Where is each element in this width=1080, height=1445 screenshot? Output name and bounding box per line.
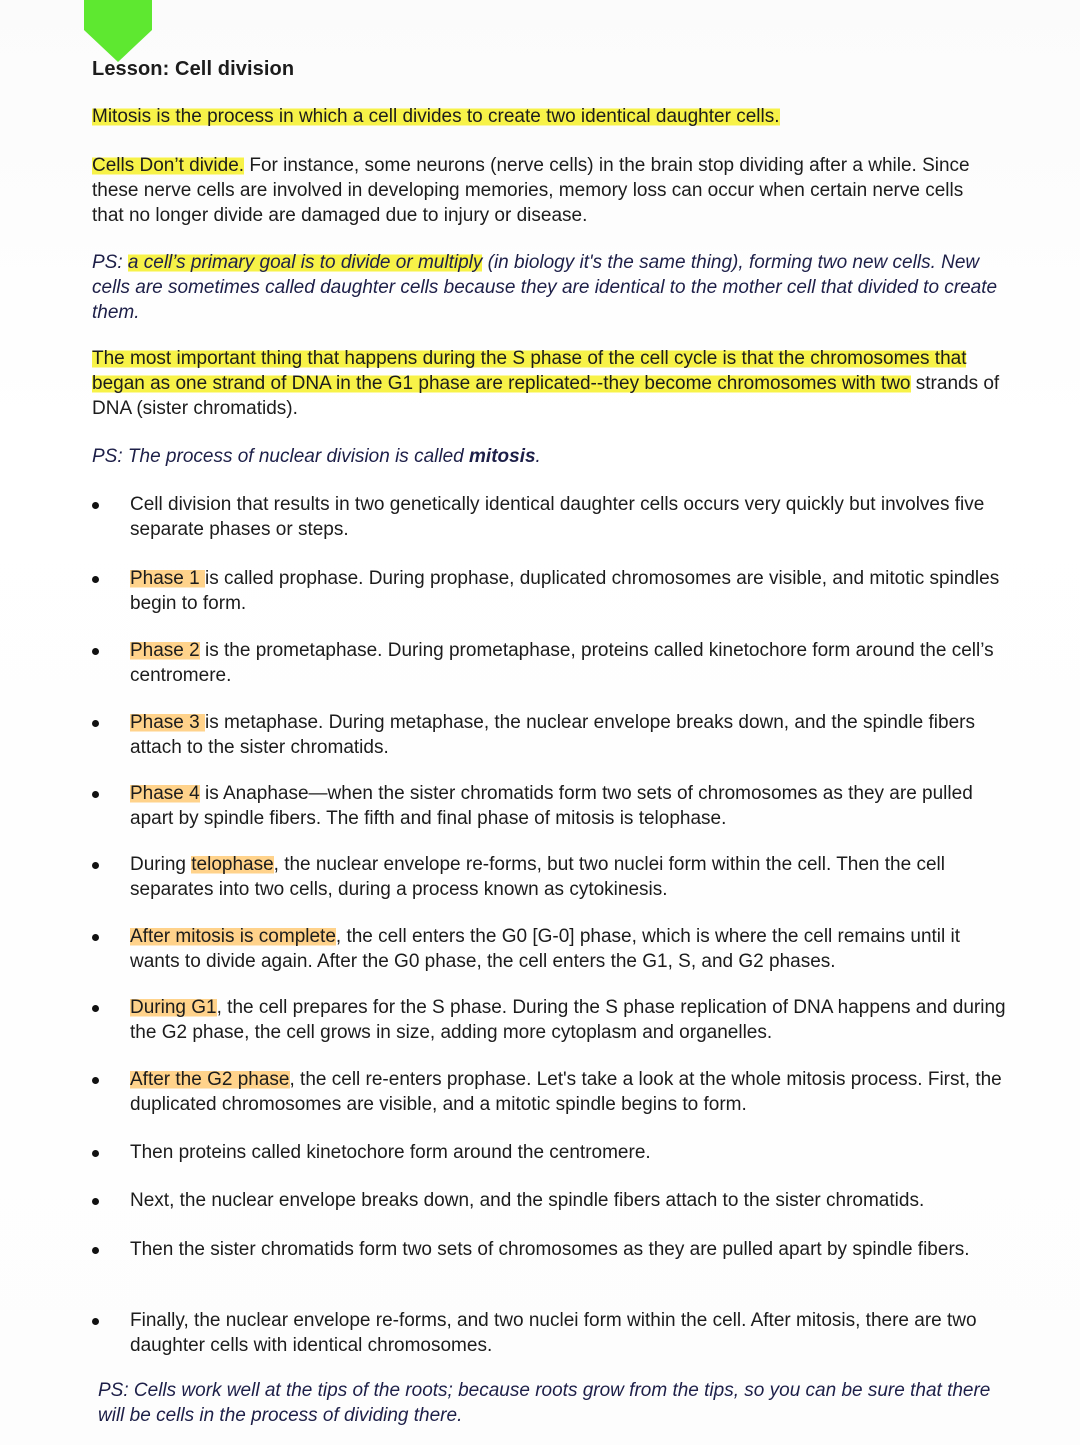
list-item-text — [130, 852, 1010, 902]
ps-primary-goal-highlight: a cell’s primary goal is to divide or multiply — [127, 252, 483, 273]
s-phase-rest: strands of DNA (sister chromatids). — [92, 373, 1000, 419]
list-item-text — [130, 492, 1010, 542]
list-item-lead: Phase 3 — [130, 712, 205, 733]
ps-nuclear-division — [92, 444, 992, 469]
list-item-body: , the cell prepares for the S phase. During the S phase replication of DNA happens and during the G2 phase, the cell grows in size, adding more cytoplasm and organelles. — [130, 997, 1006, 1043]
ps-prefix: PS: — [92, 252, 128, 273]
list-item-body: is metaphase. During metaphase, the nuclear envelope breaks down, and the spindle fibers attach to the sister chromatids. — [130, 712, 975, 758]
list-item-body: Finally, the nuclear envelope re-forms, and two nuclei form within the cell. After mitosis, there are two daughter cells with identical chromosomes. — [130, 1310, 977, 1356]
bullet-icon — [92, 720, 99, 727]
cells-dont-divide-rest: For instance, some neurons (nerve cells) in the brain stop dividing after a while. Since these nerve cells are involved in developing memories, memory loss can occur when certain nerve cells that no longer divide are damaged due to injury or disease. — [92, 155, 970, 226]
bullet-icon — [92, 1318, 99, 1325]
bullet-icon — [92, 576, 99, 583]
bullet-icon — [92, 934, 99, 941]
list-item-text — [130, 924, 1010, 974]
list-item-body: Cell division that results in two genetically identical daughter cells occurs very quickly but involves five separate phases or steps. — [130, 494, 985, 540]
list-item-body: Then the sister chromatids form two sets of chromosomes as they are pulled apart by spindle fibers. — [130, 1239, 970, 1260]
list-item-text — [130, 1140, 1010, 1165]
bullet-icon — [92, 791, 99, 798]
ps-mitosis-term: mitosis — [469, 446, 536, 467]
list-item-text — [130, 995, 1010, 1045]
list-item-text — [130, 1067, 1010, 1117]
list-item-text — [130, 638, 1010, 688]
list-item-text — [130, 1308, 1010, 1358]
cells-dont-divide-lead: Cells Don’t divide. — [92, 155, 245, 176]
s-phase-paragraph — [92, 346, 1017, 421]
bookmark-icon — [84, 0, 152, 62]
list-item-body: is called prophase. During prophase, duplicated chromosomes are visible, and mitotic spindles begin to form. — [130, 568, 1000, 614]
list-item-lead: After mitosis is complete — [130, 926, 336, 947]
list-item-body: , the cell enters the G0 [G-0] phase, which is where the cell remains until it wants to divide again. After the G0 phase, the cell enters the G1, S, and G2 phases. — [130, 926, 961, 972]
bullet-icon — [92, 1247, 99, 1254]
list-item-body: is the prometaphase. During prometaphase, proteins called kinetochore form around the cell’s centromere. — [130, 640, 994, 686]
list-item-body: is Anaphase—when the sister chromatids form two sets of chromosomes as they are pulled apart by spindle fibers. The fifth and final phase of mitosis is telophase. — [130, 783, 973, 829]
list-item-text — [130, 566, 1010, 616]
list-item-text — [130, 1188, 1010, 1213]
bullet-icon — [92, 648, 99, 655]
mitosis-definition-text: Mitosis is the process in which a cell divides to create two identical daughter cells. — [92, 106, 780, 127]
list-item-body: , the cell re-enters prophase. Let's take a look at the whole mitosis process. First, the duplicated chromosomes are visible, and a mitotic spindle begins to form. — [130, 1069, 1002, 1115]
ps-root-tips-text: PS: Cells work well at the tips of the roots; because roots grow from the tips, so you can be sure that there will be cells in the process of dividing there. — [98, 1380, 991, 1426]
bullet-icon — [92, 502, 99, 509]
list-item-body: Next, the nuclear envelope breaks down, and the spindle fibers attach to the sister chromatids. — [130, 1190, 925, 1211]
list-item-text — [130, 781, 1010, 831]
ps-nuclear-division-end: . — [535, 446, 541, 467]
list-item-lead: Phase 2 — [130, 640, 200, 661]
bullet-icon — [92, 862, 99, 869]
list-item-text — [130, 1237, 1010, 1262]
lesson-title: Lesson: Cell division — [92, 58, 295, 80]
cells-dont-divide-paragraph — [92, 153, 992, 228]
list-item-pre: During — [130, 854, 192, 875]
bullet-icon — [92, 1077, 99, 1084]
bullet-icon — [92, 1005, 99, 1012]
list-item-lead: After the G2 phase — [130, 1069, 290, 1090]
ps-primary-goal-rest: (in biology it's the same thing), forming two new cells. New cells are sometimes called daughter cells because they are identical to the mother cell that divided to create them. — [92, 252, 998, 323]
ps-primary-goal — [92, 250, 1017, 325]
list-item-lead: Phase 4 — [130, 783, 200, 804]
bullet-icon — [92, 1150, 99, 1157]
mitosis-definition — [92, 104, 992, 129]
list-item-lead: During G1 — [130, 997, 217, 1018]
ps-root-tips — [98, 1378, 1008, 1428]
bullet-icon — [92, 1198, 99, 1205]
list-item-body: Then proteins called kinetochore form around the centromere. — [130, 1142, 651, 1163]
list-item-lead: telophase — [191, 854, 274, 875]
list-item-body: , the nuclear envelope re-forms, but two nuclei form within the cell. Then the cell separates into two cells, during a process known as cytokinesis. — [130, 854, 945, 900]
ps-nuclear-division-text: PS: The process of nuclear division is called — [92, 446, 470, 467]
list-item-lead: Phase 1 — [130, 568, 205, 589]
list-item-text — [130, 710, 1010, 760]
s-phase-highlight: The most important thing that happens during the S phase of the cell cycle is that the chromosomes that began as one strand of DNA in the G1 phase are replicated--they become chromosomes with two — [92, 348, 967, 394]
